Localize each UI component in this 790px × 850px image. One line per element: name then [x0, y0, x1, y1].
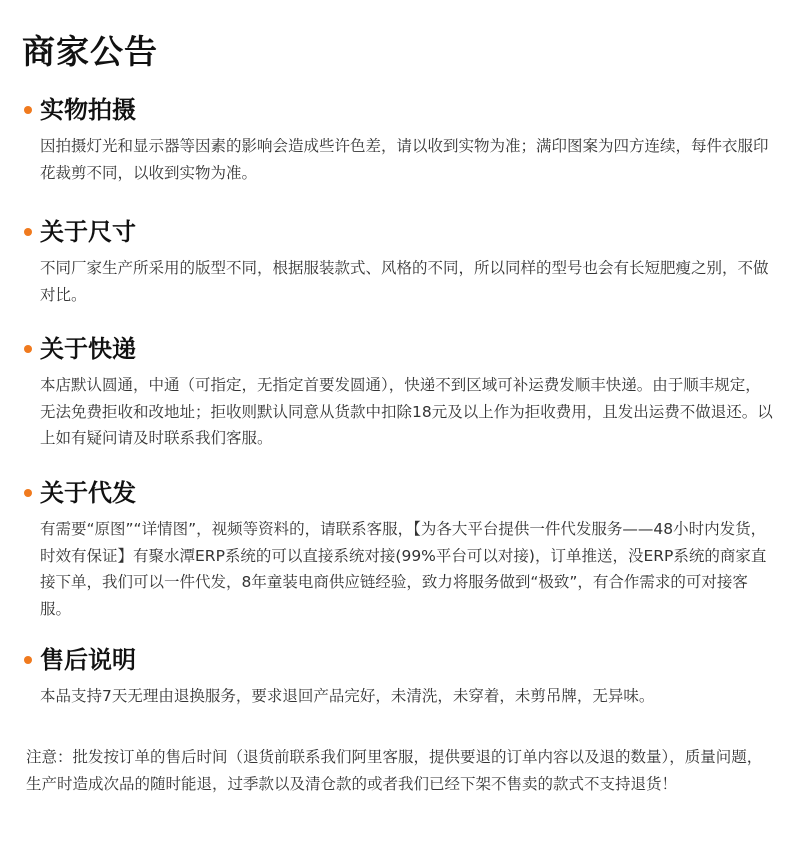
- section-title: 关于尺寸: [40, 218, 136, 246]
- section-dropshipping: [0, 476, 790, 622]
- bullet-dot-icon: [24, 345, 32, 353]
- section-after-sales: [0, 643, 790, 710]
- section-body: 不同厂家生产所采用的版型不同，根据服装款式、风格的不同，所以同样的型号也会有长短肥瘦之别，不做对比。: [40, 259, 769, 304]
- section-title: 关于代发: [40, 479, 136, 507]
- section-shipping: [0, 332, 790, 452]
- bullet-dot-icon: [24, 656, 32, 664]
- section-title: 售后说明: [40, 646, 136, 674]
- section-body: 本品支持7天无理由退换服务，要求退回产品完好，未清洗，未穿着，未剪吊牌，无异味。: [40, 687, 655, 705]
- bullet-dot-icon: [24, 228, 32, 236]
- page-title: 商家公告: [22, 32, 158, 71]
- section-body: 因拍摄灯光和显示器等因素的影响会造成些许色差，请以收到实物为准；满印图案为四方连续，每件衣服印花裁剪不同，以收到实物为准。: [40, 137, 769, 182]
- section-title: 关于快递: [40, 335, 136, 363]
- section-body: 有需要“原图”“详情图”，视频等资料的，请联系客服，【为各大平台提供一件代发服务——48小时内发货，时效有保证】有聚水潭ERP系统的可以直接系统对接(99%平台可以对接)，订单推送，没ERP系统的商家直接下单，我们可以一件代发，8年童装电商供应链经验，致力将服务做到“极致”，有合作需求的可对接客服。: [40, 520, 767, 618]
- section-header: [0, 476, 790, 510]
- section-header: [0, 332, 790, 366]
- section-title: 实物拍摄: [40, 96, 136, 124]
- section-header: [0, 93, 790, 127]
- section-sizing: [0, 215, 790, 308]
- section-body: 本店默认圆通，中通（可指定，无指定首要发圆通），快递不到区域可补运费发顺丰快递。由于顺丰规定，无法免费拒收和改地址；拒收则默认同意从货款中扣除18元及以上作为拒收费用，且发出运费不做退还。以上如有疑问请及时联系我们客服。: [40, 376, 773, 447]
- section-header: [0, 215, 790, 249]
- section-header: [0, 643, 790, 677]
- bullet-dot-icon: [24, 489, 32, 497]
- section-photos: [0, 93, 790, 186]
- notice-text: 注意：批发按订单的售后时间（退货前联系我们阿里客服，提供要退的订单内容以及退的数量），质量问题，生产时造成次品的随时能退，过季款以及清仓款的或者我们已经下架不售卖的款式不支持退货！: [26, 748, 763, 793]
- bullet-dot-icon: [24, 106, 32, 114]
